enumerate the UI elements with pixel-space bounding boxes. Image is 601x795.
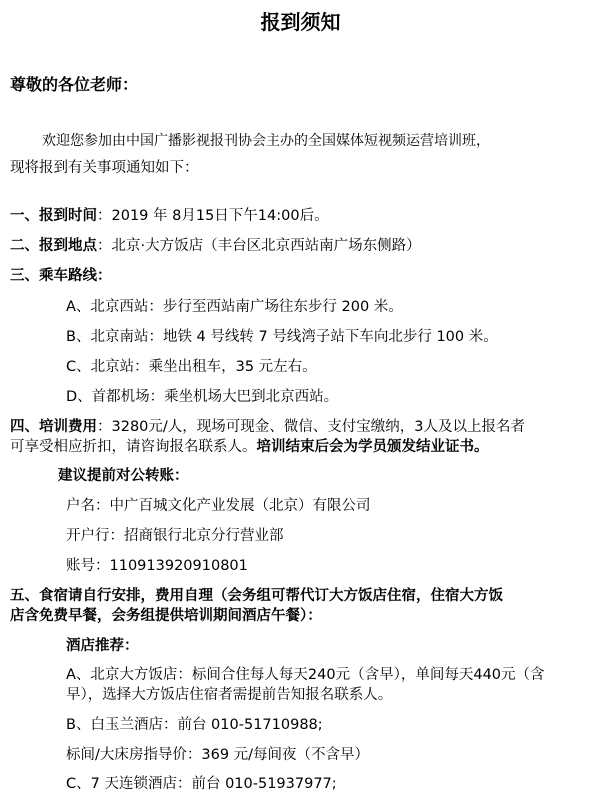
section-report-place <box>10 236 421 256</box>
section-routes <box>10 266 112 286</box>
intro-line-1: 欢迎您参加由中国广播影视报刊协会主办的全国媒体短视频运营培训班， <box>42 133 490 149</box>
transfer-label: 建议提前对公转账： <box>58 468 189 484</box>
section-text: ：3280元/人，现场可现金、微信、支付宝缴纳，3人及以上报名者 <box>97 419 526 435</box>
section-label: 二、报到地点 <box>10 238 97 254</box>
hotel-label: 酒店推荐： <box>66 638 139 654</box>
hotel-c: C、7 天连锁酒店：前台 010-51937977; <box>66 776 337 792</box>
hotel-a-line-1: A、北京大方饭店：标间合住每人每天240元（含早），单间每天440元（含 <box>66 667 545 683</box>
page-title: 报到须知 <box>260 10 341 34</box>
route-item: D、首都机场：乘坐机场大巴到北京西站。 <box>66 389 339 405</box>
section-lodging-line-2: 店含免费早餐，会务组提供培训期间酒店午餐）： <box>10 608 322 624</box>
hotel-a-line-2: 早），选择大方饭店住宿者需提前告知报名联系人。 <box>66 687 393 703</box>
route-item: C、北京站：乘坐出租车，35 元左右。 <box>66 359 317 375</box>
bank-name: 开户行：招商银行北京分行营业部 <box>66 528 284 544</box>
account-number: 账号：110913920910801 <box>66 558 248 574</box>
section-text: ：2019 年 8月15日下午14:00后。 <box>97 208 329 224</box>
account-name: 户名：中广百城文化产业发展（北京）有限公司 <box>66 498 371 514</box>
hotel-b: B、白玉兰酒店：前台 010-51710988; <box>66 717 323 733</box>
section-label: 三、乘车路线 <box>10 268 97 284</box>
section-text: ：北京·大方饭店（丰台区北京西站南广场东侧路） <box>97 238 421 254</box>
certificate-note: 培训结束后会为学员颁发结业证书。 <box>256 439 489 455</box>
intro-line-2: 现将报到有关事项通知如下： <box>10 160 199 176</box>
route-item: A、北京西站：步行至西站南广场往东步行 200 米。 <box>66 299 403 315</box>
section-lodging-line-1: 五、食宿请自行安排，费用自理（会务组可帮代订大方饭店住宿，住宿大方饭 <box>10 588 503 604</box>
section-label: 一、报到时间 <box>10 208 97 224</box>
section-report-time <box>10 206 329 226</box>
section-colon: ： <box>97 268 112 284</box>
section-fee <box>10 417 525 437</box>
route-item: B、北京南站：地铁 4 号线转 7 号线湾子站下车向北步行 100 米。 <box>66 329 498 345</box>
fee-text: 可享受相应折扣，请咨询报名联系人。 <box>10 439 257 455</box>
hotel-b-price: 标间/大床房指导价：369 元/每间夜（不含早） <box>66 747 370 763</box>
section-label: 四、培训费用 <box>10 419 97 435</box>
greeting: 尊敬的各位老师： <box>10 75 139 94</box>
fee-line-2 <box>10 437 489 457</box>
